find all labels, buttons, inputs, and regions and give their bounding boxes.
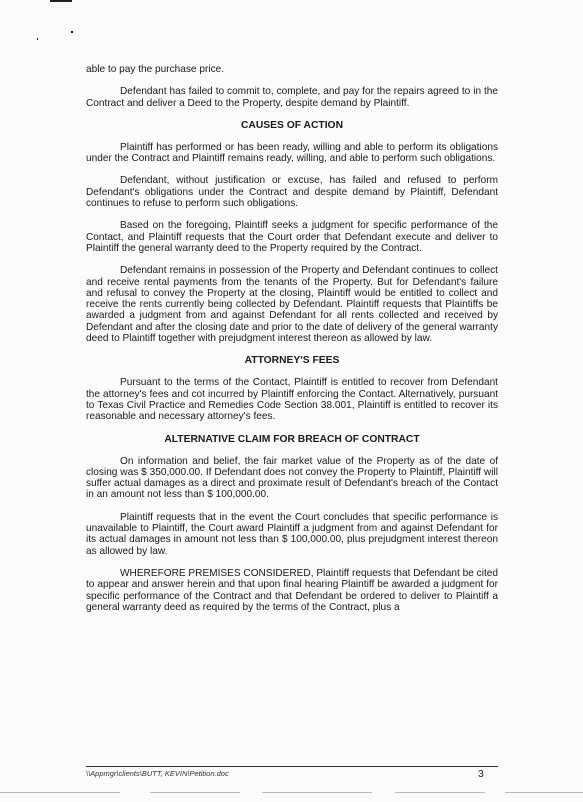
- paragraph: able to pay the purchase price.: [86, 64, 225, 75]
- paragraph: Pursuant to the terms of the Contact, Plaintiff is entitled to recover from Defendant the attorney's fees and cot incurred by Plaintiff enforcing the Contact. Alternatively, pursuant to Texas Civil Practice and Remedies Code Section 38.001, Plaintiff is entitled to recover its reasonable and necessary attorney's fees.: [86, 377, 498, 423]
- scan-edge-line: [395, 792, 485, 793]
- scan-mark-top: [50, 0, 72, 2]
- scan-dot: [71, 31, 73, 33]
- page-number: 3: [478, 768, 484, 780]
- document-body: [86, 64, 498, 613]
- paragraph: Based on the foregoing, Plaintiff seeks a judgment for specific performance of the Contact, and Plaintiff requests that the Court order that Defendant execute and deliver to Plaintiff the general warranty deed to the Property required by the Contract.: [86, 220, 498, 254]
- scan-edge-line: [262, 792, 372, 793]
- heading-causes-of-action: CAUSES OF ACTION: [240, 119, 344, 131]
- paragraph: Plaintiff has performed or has been ready, willing and able to perform its obligations under the Contract and Plaintiff remains ready, willing, and able to perform such obligations.: [86, 141, 498, 165]
- footer-file-path: \\Appmgr\clients\BUTT, KEVIN\Petition.doc: [86, 769, 229, 778]
- footer-rule: [86, 766, 498, 767]
- scan-edge-line: [150, 792, 240, 793]
- paragraph: Plaintiff requests that in the event the Court concludes that specific performance is unavailable to Plaintiff, the Court award Plaintiff a judgment from and against Defendant for its actual damages in amount not less than $ 100,000.00, plus prejudgment interest thereon as allowed by law.: [86, 511, 498, 557]
- scan-edge-line: [0, 792, 120, 793]
- paragraph: On information and belief, the fair market value of the Property as of the date of closing was $ 350,000.00. If Defendant does not convey the Property to Plaintiff, Plaintiff will suffer actual damages as a direct and proximate result of Defendant's breach of the Contact in an amount not less than $ 100,000.00.: [86, 455, 498, 501]
- paragraph: Defendant has failed to commit to, complete, and pay for the repairs agreed to in the Contract and deliver a Deed to the Property, despite demand by Plaintiff.: [86, 86, 498, 109]
- scan-edge-line: [505, 792, 583, 793]
- paragraph: Defendant remains in possession of the Property and Defendant continues to collect and receive rental payments from the tenants of the Property. But for Defendant's failure and refusal to convey the Property at the closing, Plaintiff would be entitled to collect and receive the rents currently being collected by Defendant. Plaintiff requests that Plaintiffs be awarded a judgment from and against Defendant for all rents collected and received by Defendant and after the closing date and prior to the date of delivery of the general warranty deed to Plaintiff together with prejudgment interest thereon as allowed by law.: [86, 265, 498, 345]
- scan-dot: [37, 38, 38, 40]
- paragraph: WHEREFORE PREMISES CONSIDERED, Plaintiff requests that Defendant be cited to appear and answer herein and that upon final hearing Plaintiff be awarded a judgment for specific performance of the Contract and that Defendant be ordered to deliver to Plaintiff a general warranty deed as required by the terms of the Contract, plus a: [86, 567, 498, 613]
- paragraph: Defendant, without justification or excuse, has failed and refused to perform Defendant's obligations under the Contract and despite demand by Plaintiff, Defendant continues to refuse to perform such obligations.: [86, 175, 498, 210]
- heading-attorneys-fees: ATTORNEY'S FEES: [244, 355, 340, 367]
- heading-alternative-claim: ALTERNATIVE CLAIM FOR BREACH OF CONTRACT: [164, 433, 420, 445]
